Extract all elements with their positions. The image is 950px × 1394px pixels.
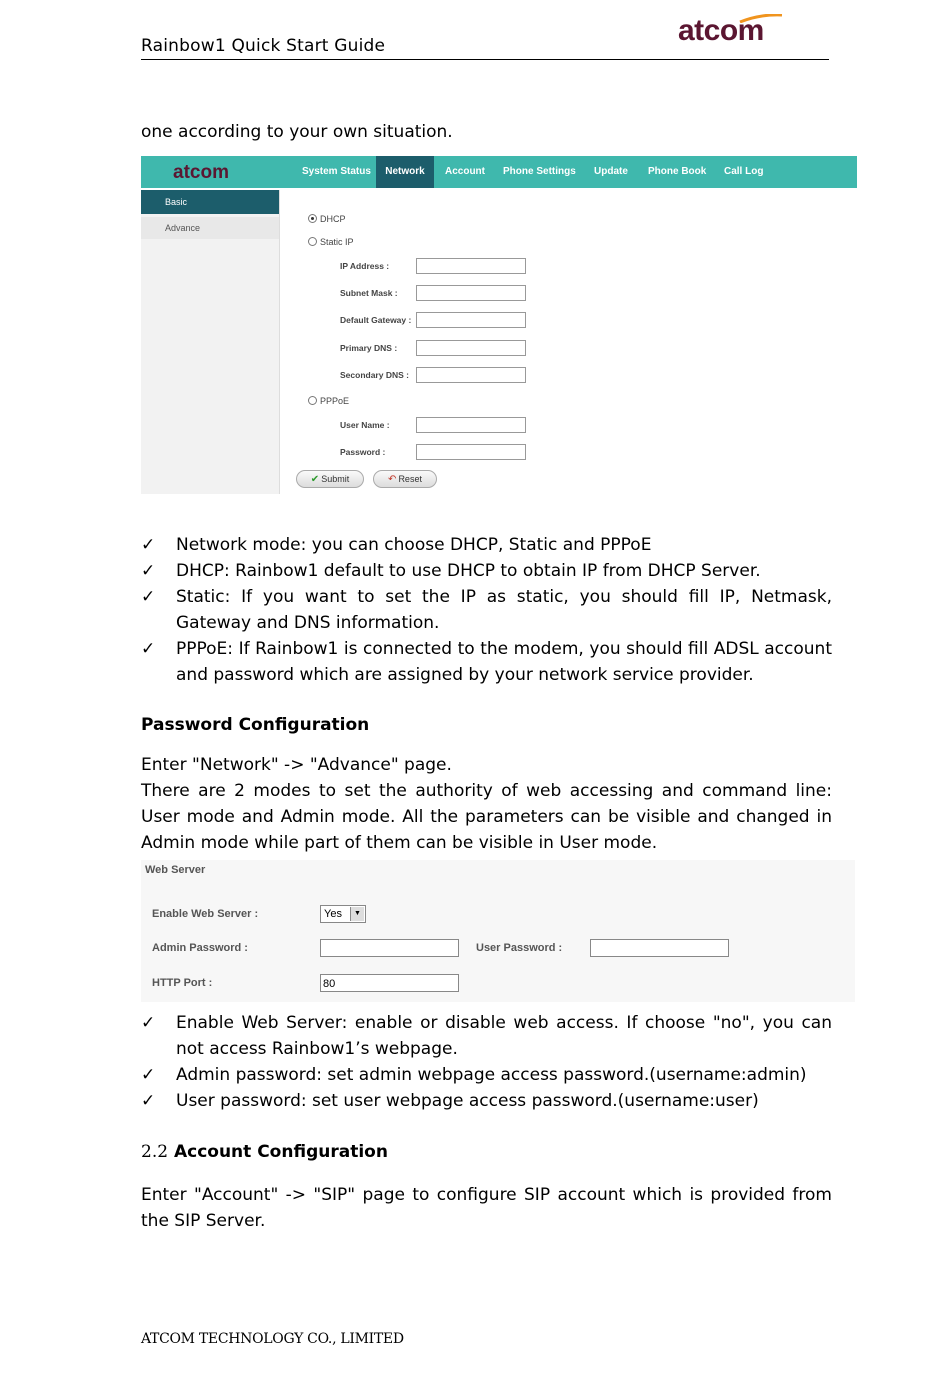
chevron-down-icon: ▼ [350,907,364,921]
sidebar-item-basic-label: Basic [165,197,188,207]
submit-button[interactable] [296,470,364,488]
subnet-mask-input[interactable] [416,285,526,301]
enable-web-server-label: Enable Web Server : [152,908,259,920]
list-item-text: User password: set user webpage access password.(username:user) [176,1091,759,1111]
account-paragraph: Enter "Account" -> "SIP" page to configure SIP account which is provided from the SIP Server. [141,1185,832,1231]
page-header-title: Rainbow1 Quick Start Guide [141,36,386,56]
radio-unselected-icon [308,396,317,405]
admin-password-input[interactable] [320,939,459,957]
admin-password-label: Admin Password : [152,942,248,954]
network-mode-bullet-list [141,532,832,688]
atcom-logo: atcom [678,14,764,47]
user-password-label: User Password : [476,942,563,954]
subnet-mask-label: Subnet Mask : [340,288,398,298]
pppoe-user-name-input[interactable] [416,417,526,433]
account-configuration-heading [141,1142,388,1162]
checkmark-icon: ✓ [141,1091,156,1111]
nav-tab-network[interactable]: Network [376,156,434,188]
secondary-dns-label: Secondary DNS : [340,370,409,380]
secondary-dns-input[interactable] [416,367,526,383]
radio-selected-icon [308,214,317,223]
radio-dhcp[interactable] [308,214,346,224]
password-paragraph-2: There are 2 modes to set the authority of web accessing and command line: User mode and Admin mode. All the parameters can be visible and changed in Admin mode while part of them can be visible in User mode. [141,781,832,853]
nav-tab-system-status[interactable]: System Status [302,166,371,177]
list-item [141,636,832,688]
list-item [141,532,832,558]
list-item-text: Admin password: set admin webpage access password.(username:admin) [176,1065,807,1085]
radio-pppoe-label: PPPoE [320,396,350,406]
sidebar-divider [279,190,280,494]
nav-tab-phone-settings[interactable]: Phone Settings [503,166,576,177]
list-item [141,1062,832,1088]
web-server-screenshot [141,860,855,1002]
sidebar-item-advance-label: Advance [165,223,201,233]
ip-address-input[interactable] [416,258,526,274]
header-rule [141,59,829,60]
list-item [141,558,832,584]
list-item-text: Enable Web Server: enable or disable web access. If choose "no", you can not access Rainbow1’s webpage. [176,1013,832,1059]
checkmark-icon: ✔ [310,474,320,485]
primary-dns-input[interactable] [416,340,526,356]
ui-sidebar [141,190,279,494]
checkmark-icon: ✓ [141,639,156,659]
pppoe-password-label: Password : [340,447,386,457]
checkmark-icon: ✓ [141,535,156,555]
sidebar-item-advance[interactable] [141,217,279,239]
primary-dns-label: Primary DNS : [340,343,398,353]
password-paragraph-1: Enter "Network" -> "Advance" page. [141,755,452,775]
ip-address-label: IP Address : [340,261,390,271]
nav-tab-phone-book[interactable]: Phone Book [648,166,707,177]
default-gateway-label: Default Gateway : [340,315,412,325]
logo-swoosh-icon [738,14,784,23]
web-server-section-title: Web Server [145,864,206,876]
default-gateway-input[interactable] [416,312,526,328]
http-port-label: HTTP Port : [152,977,213,989]
nav-tab-update[interactable]: Update [594,166,628,177]
web-server-bullet-list [141,1010,832,1114]
section-number: 2.2 [141,1142,169,1162]
radio-pppoe[interactable] [308,396,349,406]
reset-button[interactable] [373,470,437,488]
enable-web-server-select[interactable] [320,905,366,923]
radio-static-ip-label: Static IP [320,237,354,247]
list-item-text: PPPoE: If Rainbow1 is connected to the modem, you should fill ADSL account and password which are assigned by your network service provider. [176,639,832,685]
checkmark-icon: ✓ [141,1065,156,1085]
network-settings-screenshot [141,156,857,494]
list-item [141,584,832,636]
enable-web-server-value: Yes [324,908,342,920]
sidebar-item-basic[interactable] [141,190,279,214]
nav-tab-call-log[interactable]: Call Log [724,166,764,177]
nav-tab-account[interactable]: Account [445,166,485,177]
page-footer: ATCOM TECHNOLOGY CO., LIMITED [141,1331,404,1347]
checkmark-icon: ✓ [141,1013,156,1033]
submit-button-label: Submit [321,474,350,484]
list-item [141,1010,832,1062]
undo-arrow-icon: ↶ [388,474,397,485]
checkmark-icon: ✓ [141,587,156,607]
ui-atcom-logo: atcom [173,162,229,183]
radio-unselected-icon [308,237,317,246]
radio-dhcp-label: DHCP [320,214,346,224]
list-item-text: Network mode: you can choose DHCP, Static and PPPoE [176,535,652,555]
pppoe-user-name-label: User Name : [340,420,390,430]
password-configuration-heading: Password Configuration [141,715,370,735]
section-title: Account Configuration [173,1142,388,1162]
intro-line: one according to your own situation. [141,122,453,142]
radio-static-ip[interactable] [308,237,354,247]
http-port-input[interactable]: 80 [320,974,459,992]
reset-button-label: Reset [398,474,422,484]
pppoe-password-input[interactable] [416,444,526,460]
list-item-text: DHCP: Rainbow1 default to use DHCP to obtain IP from DHCP Server. [176,561,761,581]
list-item [141,1088,832,1114]
checkmark-icon: ✓ [141,561,156,581]
ui-top-nav-bar [141,156,857,188]
list-item-text: Static: If you want to set the IP as static, you should fill IP, Netmask, Gateway and DNS information. [176,587,832,633]
user-password-input[interactable] [590,939,729,957]
